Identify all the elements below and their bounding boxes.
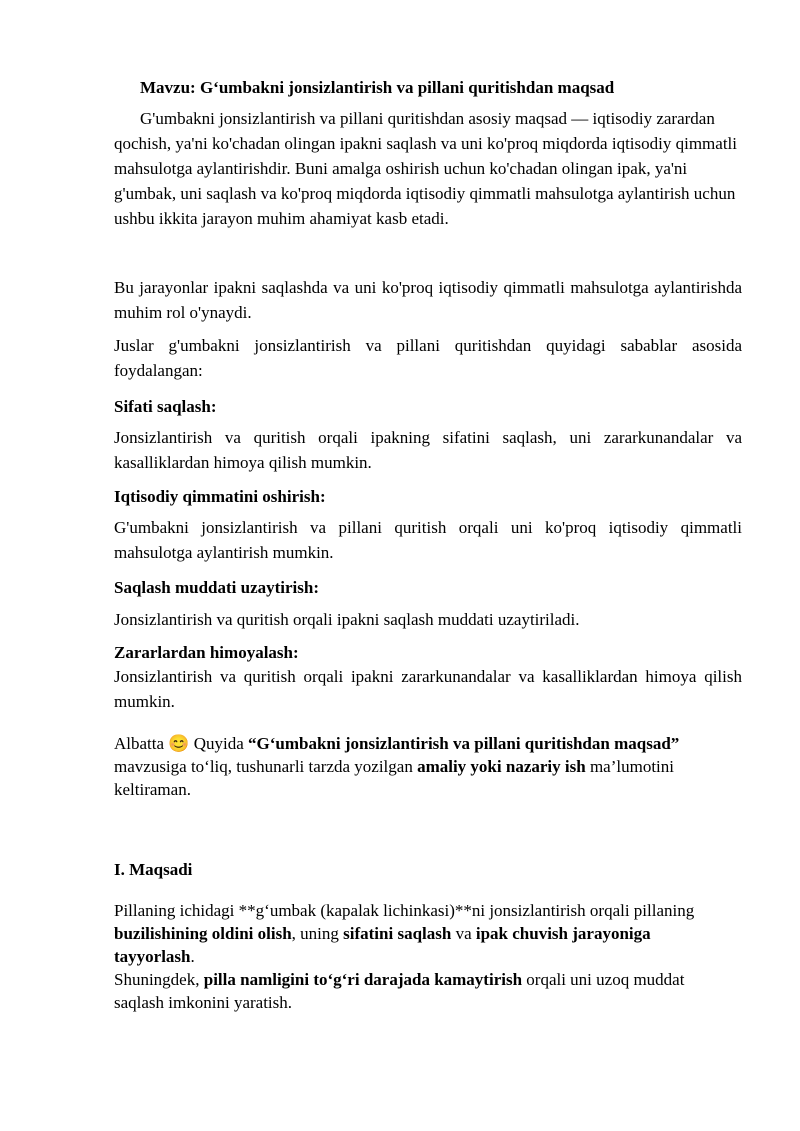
albatta-text-3: ma’lumotini keltiraman.	[114, 757, 674, 799]
maqsadi-bold-3: ipak chuvish jarayoniga tayyorlash	[114, 924, 651, 966]
maqsadi-text-3: va	[451, 924, 476, 943]
maqsadi-bold-2: sifatini saqlash	[343, 924, 452, 943]
maqsadi-bold-1: buzilishining oldini olish	[114, 924, 292, 943]
reason-text-3: Jonsizlantirish va quritish orqali ipakni saqlash muddati uzaytiriladi.	[114, 610, 580, 629]
page-title: Mavzu: G‘umbakni jonsizlantirish va pillani quritishdan maqsad	[140, 78, 615, 97]
albatta-text-2: mavzusiga to‘liq, tushunarli tarzda yozilgan	[114, 757, 418, 776]
reason-text-4: Jonsizlantirish va quritish orqali ipakni zararkunandalar va kasalliklardan himoya qilish mumkin.	[114, 667, 742, 711]
intro-paragraph: G'umbakni jonsizlantirish va pillani quritishdan asosiy maqsad — iqtisodiy zarardan qochish, ya'ni ko'chadan olingan ipakni saqlash va uni ko'proq miqdorda iqtisodiy qimmatli mahsulotga aylantirishdir. Buni amalga oshirish uchun ko'chadan olingan ipak, ya'ni g'umbak, uni saqlash va ko'proq miqdorda iqtisodiy qimmatli mahsulotga aylantirish uchun ushbu ikkita jarayon muhim ahamiyat kasb etadi.	[114, 109, 737, 228]
maqsadi-bold-4: pilla namligini to‘g‘ri darajada kamaytirish	[203, 970, 523, 989]
albatta-bold-topic: “G‘umbakni jonsizlantirish va pillani quritishdan maqsad”	[248, 734, 680, 753]
reason-text-1: Jonsizlantirish va quritish orqali ipakning sifatini saqlash, uni zararkunandalar va kasalliklardan himoya qilish mumkin.	[114, 428, 742, 472]
reason-heading-4: Zararlardan himoyalash:	[114, 643, 299, 662]
paragraph-2: Bu jarayonlar ipakni saqlashda va uni ko'proq iqtisodiy qimmatli mahsulotga aylantirishda muhim rol o'ynaydi.	[114, 278, 742, 322]
reason-heading-3: Saqlash muddati uzaytirish:	[114, 578, 319, 597]
section-heading: I. Maqsadi	[114, 860, 193, 879]
maqsadi-text-6: orqali uni uzoq muddat saqlash imkonini yaratish.	[114, 970, 685, 1012]
maqsadi-paragraph	[114, 899, 704, 1014]
maqsadi-text-4: .	[190, 947, 195, 966]
maqsadi-text-2: , uning	[291, 924, 344, 943]
albatta-bold-work: amaliy yoki nazariy ish	[417, 757, 586, 776]
paragraph-3: Juslar g'umbakni jonsizlantirish va pillani quritishdan quyidagi sabablar asosida foydalangan:	[114, 336, 742, 380]
maqsadi-text-5: Shuningdek,	[114, 970, 204, 989]
reason-text-2: G'umbakni jonsizlantirish va pillani quritish orqali uni ko'proq iqtisodiy qimmatli mahsulotga aylantirish mumkin.	[114, 518, 742, 562]
maqsadi-text-1: Pillaning ichidagi **g‘umbak (kapalak lichinkasi)**ni jonsizlantirish orqali pillaning	[114, 901, 695, 920]
reason-heading-1: Sifati saqlash:	[114, 397, 217, 416]
albatta-paragraph	[114, 732, 742, 801]
albatta-text-1: Albatta 😊 Quyida	[114, 734, 248, 753]
reason-heading-2: Iqtisodiy qimmatini oshirish:	[114, 487, 326, 506]
